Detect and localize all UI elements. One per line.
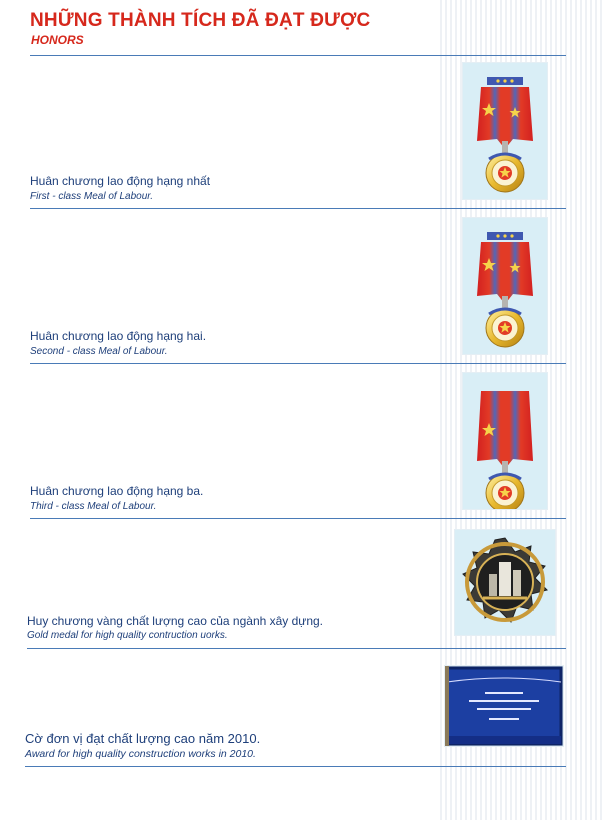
- honor-title-vn-5: Cờ đơn vị đạt chất lượng cao năm 2010.: [25, 731, 261, 746]
- medal-card-1: [463, 63, 547, 199]
- divider: [30, 518, 566, 519]
- medal-card-2: [463, 218, 547, 354]
- gold-medal-icon: [455, 530, 555, 635]
- honor-title-vn-3: Huân chương lao động hạng ba.: [30, 484, 204, 498]
- award-banner-card: [445, 666, 563, 746]
- honor-title-vn-2: Huân chương lao động hạng hai.: [30, 329, 207, 343]
- page-title: NHỮNG THÀNH TÍCH ĐÃ ĐẠT ĐƯỢC: [30, 10, 371, 31]
- award-banner-icon: [445, 666, 563, 746]
- honor-title-vn-4: Huy chương vàng chất lượng cao của ngành xây dựng.: [27, 614, 324, 628]
- gold-medal-card: [455, 530, 555, 635]
- divider: [25, 766, 566, 767]
- honor-title-en-5: Award for high quality construction works in 2010.: [25, 748, 256, 760]
- honor-title-en-4: Gold medal for high quality contruction uorks.: [27, 630, 228, 641]
- medal-icon: [463, 63, 547, 199]
- honor-title-en-3: Third - class Meal of Labour.: [30, 501, 157, 512]
- honor-title-vn-1: Huân chương lao động hạng nhất: [30, 174, 211, 188]
- divider: [27, 648, 566, 649]
- honor-title-en-2: Second - class Meal of Labour.: [30, 346, 168, 357]
- medal-icon: [463, 373, 547, 509]
- divider: [30, 363, 566, 364]
- honor-title-en-1: First - class Meal of Labour.: [30, 191, 154, 202]
- medal-icon: [463, 218, 547, 354]
- divider: [30, 55, 566, 56]
- medal-card-3: [463, 373, 547, 509]
- divider: [30, 208, 566, 209]
- page-subtitle: HONORS: [31, 33, 84, 47]
